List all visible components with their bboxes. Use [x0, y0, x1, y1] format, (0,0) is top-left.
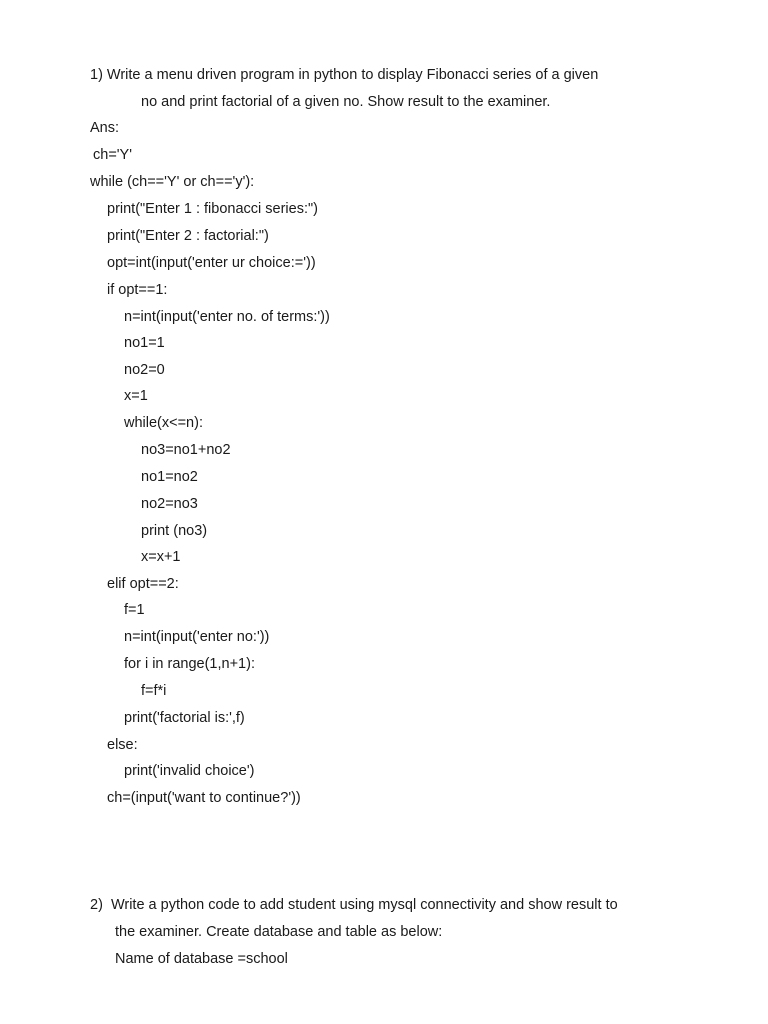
code-line: x=1 — [124, 388, 148, 404]
code-line: no2=no3 — [141, 496, 198, 512]
code-line: f=f*i — [141, 683, 167, 699]
code-line: ch=(input('want to continue?')) — [107, 790, 301, 806]
question-2-line-1: 2) Write a python code to add student using mysql connectivity and show result to — [90, 897, 618, 913]
code-line: else: — [107, 737, 138, 753]
code-line: print('factorial is:',f) — [124, 710, 245, 726]
code-line: opt=int(input('enter ur choice:=')) — [107, 255, 316, 271]
answer-label: Ans: — [90, 120, 120, 136]
code-line: elif opt==2: — [107, 576, 179, 592]
code-line: print('invalid choice') — [124, 763, 255, 779]
code-line: no3=no1+no2 — [141, 442, 231, 458]
code-line: print("Enter 1 : fibonacci series:") — [107, 201, 318, 217]
question-2-line-2: the examiner. Create database and table as below: — [115, 924, 443, 940]
question-1-line-1: 1) Write a menu driven program in python to display Fibonacci series of a given — [90, 67, 599, 83]
code-line: f=1 — [124, 602, 145, 618]
question-1-line-2: no and print factorial of a given no. Show result to the examiner. — [141, 94, 551, 110]
code-line: no1=1 — [124, 335, 165, 351]
code-line: x=x+1 — [141, 549, 181, 565]
code-line: for i in range(1,n+1): — [124, 656, 255, 672]
code-line: no1=no2 — [141, 469, 198, 485]
code-line: no2=0 — [124, 362, 165, 378]
code-line: if opt==1: — [107, 282, 168, 298]
code-line: while (ch=='Y' or ch=='y'): — [90, 174, 255, 190]
code-line: while(x<=n): — [124, 415, 203, 431]
question-2-line-3: Name of database =school — [115, 951, 288, 967]
code-line: print (no3) — [141, 523, 208, 539]
code-line: n=int(input('enter no:')) — [124, 629, 270, 645]
code-line: ch='Y' — [93, 147, 132, 163]
code-line: print("Enter 2 : factorial:") — [107, 228, 269, 244]
code-line: n=int(input('enter no. of terms:')) — [124, 309, 330, 325]
